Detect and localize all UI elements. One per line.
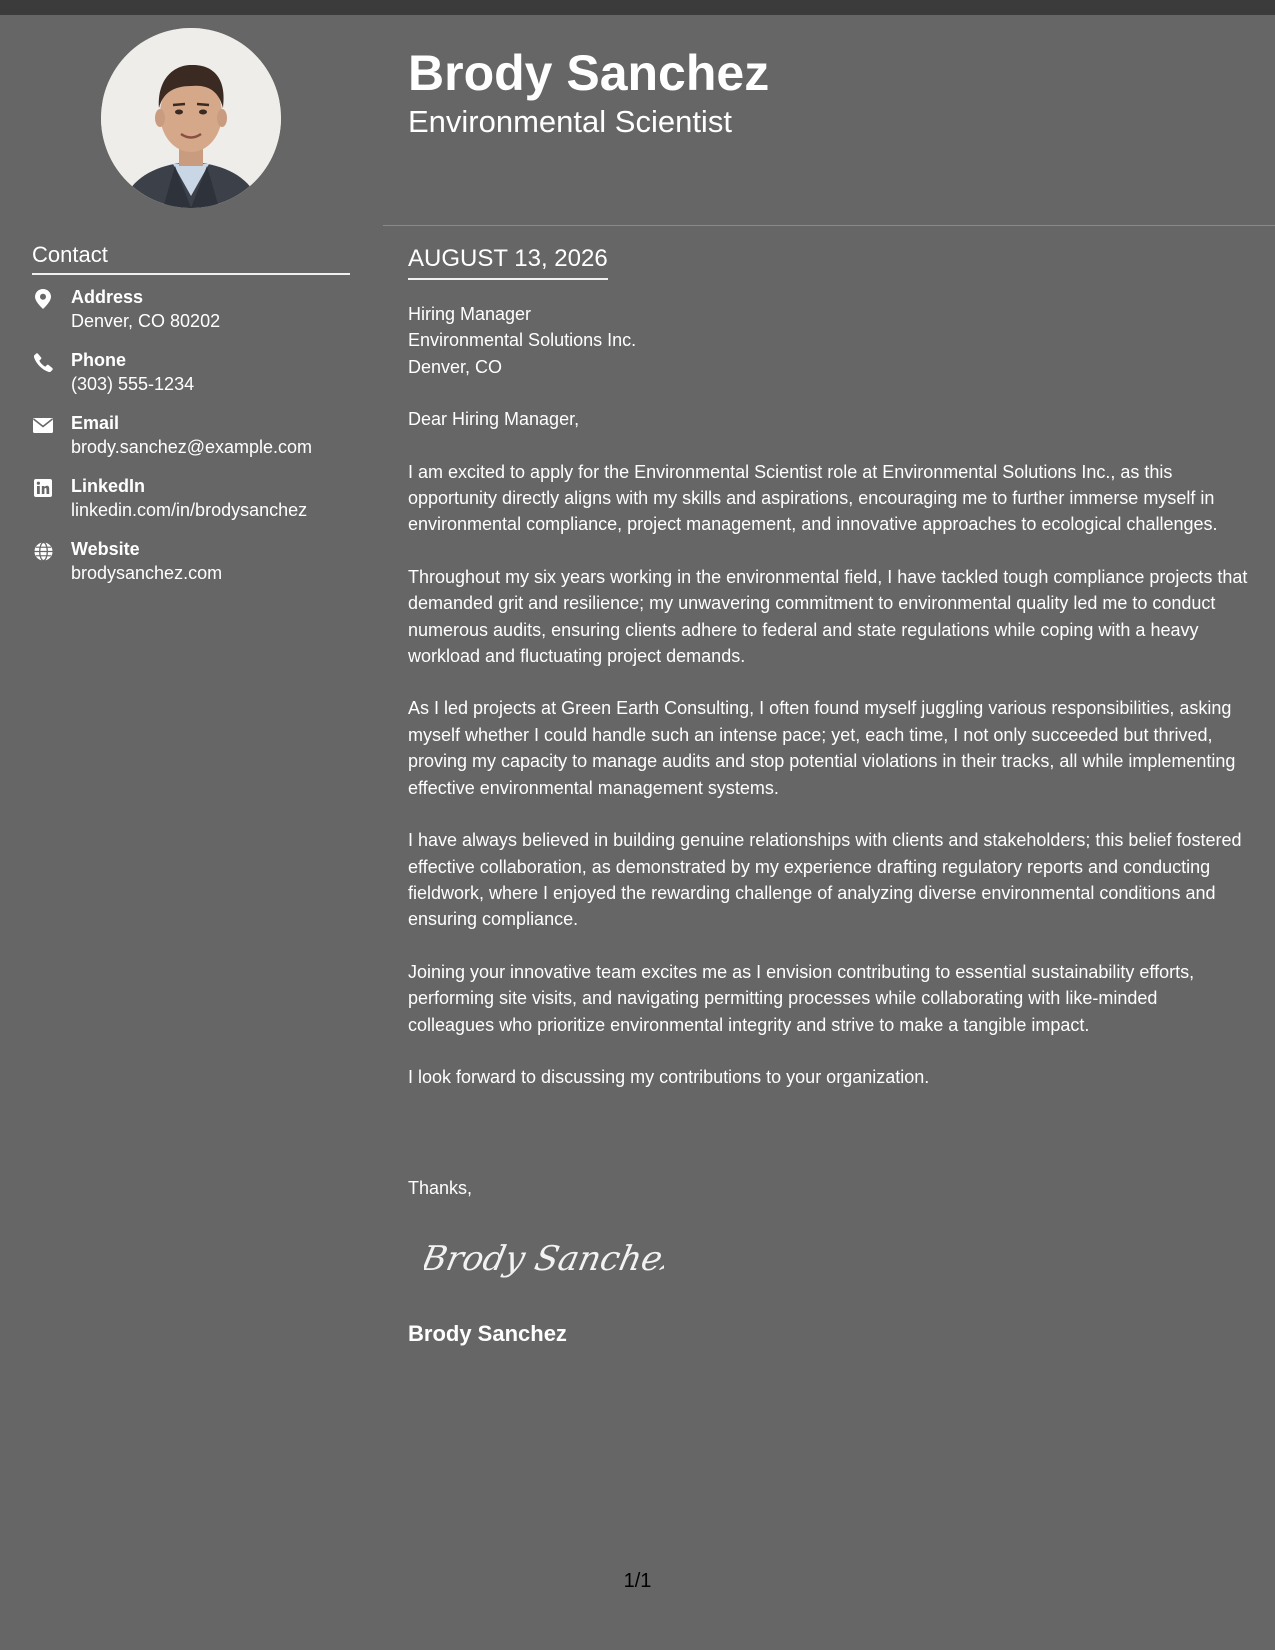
contact-list <box>32 285 372 600</box>
linkedin-icon <box>32 477 54 499</box>
phone-icon <box>32 351 54 373</box>
top-bar <box>0 0 1275 15</box>
contact-label: LinkedIn <box>71 476 146 496</box>
salutation: Dear Hiring Manager, <box>408 409 580 430</box>
contact-item-email <box>32 411 372 474</box>
recipient-line: Denver, CO <box>408 356 503 377</box>
recipient-line: Hiring Manager <box>408 304 532 324</box>
recipient-line: Environmental Solutions Inc. <box>408 330 637 351</box>
closing: Thanks, <box>408 1178 473 1198</box>
signature-text: Brody Sanchez <box>424 1239 664 1279</box>
profile-photo <box>101 28 281 208</box>
contact-label: Website <box>71 539 140 559</box>
contact-value[interactable]: linkedin.com/in/brodysanchez <box>71 500 308 520</box>
globe-icon <box>32 540 54 562</box>
contact-value: (303) 555-1234 <box>71 374 195 394</box>
handwritten-signature <box>424 1230 664 1290</box>
letter-paragraph: I am excited to apply for the Environmental Scientist role at Environmental Solutions Inc., as this opportunity directly aligns with my skills and aspirations, encouraging me to further immerse myself in environmental compliance, project management, and innovative approaches to ecological challenges. <box>408 461 1218 535</box>
job-title: Environmental Scientist <box>408 104 732 139</box>
contact-value[interactable]: brodysanchez.com <box>71 563 223 583</box>
recipient-block <box>408 301 1248 380</box>
contact-heading: Contact <box>32 242 350 275</box>
contact-item-address <box>32 285 372 348</box>
letter-paragraph: Joining your innovative team excites me as I envision contributing to essential sustainability efforts, performing site visits, and navigating permitting processes while collaborating with like-minded colleagues who prioritize environmental integrity and strive to make a tangible impact. <box>408 961 1195 1035</box>
header-divider <box>383 225 1275 226</box>
letter-paragraph: I look forward to discussing my contributions to your organization. <box>408 1066 930 1087</box>
contact-item-linkedin <box>32 474 372 537</box>
contact-label: Email <box>71 413 120 433</box>
sidebar <box>0 15 383 1650</box>
contact-label: Phone <box>71 350 127 370</box>
letter-paragraph: As I led projects at Green Earth Consulting, I often found myself juggling various responsibilities, asking myself whether I could handle such an intense pace; yet, each time, I not only succeeded but thrived, proving my capacity to manage audits and stop potential violations in their tracks, all while implementing effective environmental management systems. <box>408 698 1236 798</box>
letter-date: AUGUST 13, 2026 <box>408 244 608 280</box>
contact-item-phone <box>32 348 372 411</box>
contact-value[interactable]: brody.sanchez@example.com <box>71 437 313 457</box>
page-number: 1/1 <box>623 1570 652 1592</box>
letter-paragraph: Throughout my six years working in the environmental field, I have tackled tough compliance projects that demanded grit and resilience; my unwavering commitment to environmental quality led me to conduct numerous audits, ensuring clients adhere to federal and state regulations while coping with a heavy workload and fluctuating project demands. <box>408 566 1248 667</box>
contact-item-website <box>32 537 372 600</box>
applicant-name: Brody Sanchez <box>408 45 770 101</box>
signed-name: Brody Sanchez <box>408 1321 567 1346</box>
letter-paragraph: I have always believed in building genuine relationships with clients and stakeholders; this belief fostered effective collaboration, as demonstrated by my experience drafting regulatory reports and conducting fieldwork, where I enjoyed the rewarding challenge of analyzing diverse environmental conditions and ensuring compliance. <box>408 830 1242 930</box>
contact-value: Denver, CO 80202 <box>71 311 221 331</box>
avatar <box>101 28 281 208</box>
map-pin-icon <box>32 288 54 310</box>
envelope-icon <box>32 414 54 436</box>
contact-label: Address <box>71 287 144 307</box>
letter-body <box>408 301 1248 1116</box>
